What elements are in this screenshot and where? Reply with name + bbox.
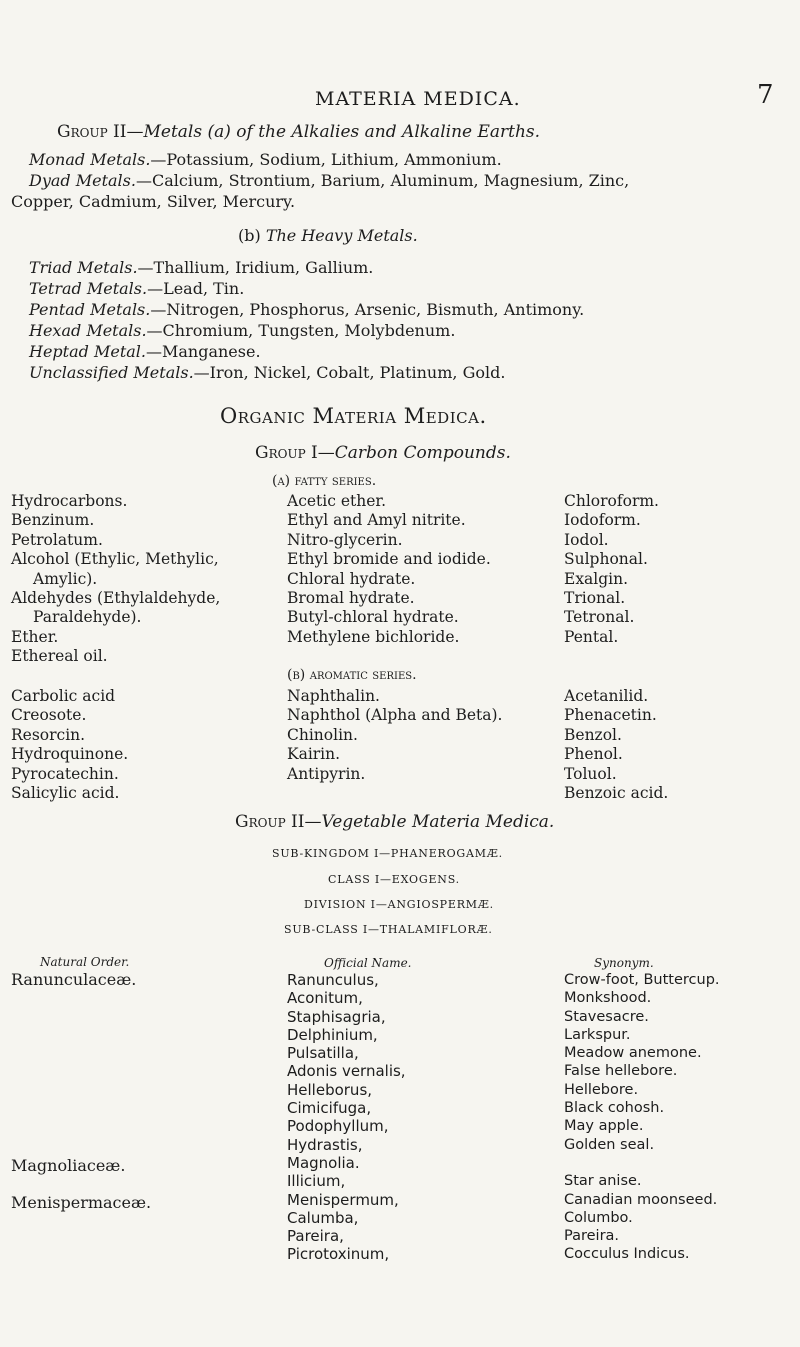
fatty-series-heading [272, 473, 376, 489]
list-item: Trional. [564, 589, 626, 608]
fatty-series-col1 [11, 492, 220, 667]
list-item: Toluol. [564, 764, 617, 783]
list-item: Phenacetin. [564, 706, 657, 725]
unclassified-label: Unclassified Metals. [29, 363, 194, 382]
table-row: Menispermum, [287, 1190, 399, 1209]
list-item: Butyl-chloral hydrate. [287, 608, 459, 627]
table-row: Illicium, [287, 1172, 346, 1191]
list-item: Kairin. [287, 745, 341, 764]
synonyms-column [564, 971, 720, 1264]
group2-title: Metals (a) of the Alkalies and Alkaline Earths. [143, 122, 541, 142]
pentad-label: Pentad Metals. [29, 300, 151, 319]
group2-veg-title: Vegetable Materia Medica. [321, 812, 555, 832]
table-row: Magnolia. [287, 1153, 360, 1172]
group1-title: Carbon Compounds. [334, 443, 511, 463]
table-row: Canadian moonseed. [564, 1191, 718, 1208]
table-row: Pareira. [564, 1228, 620, 1245]
group1-prefix: Group I— [255, 443, 335, 463]
official-name-label: Official Name. [324, 956, 412, 970]
natural-order-label: Natural Order. [40, 955, 130, 969]
list-item: Carbolic acid [11, 687, 116, 705]
aromatic-series-label: (b) aromatic series. [287, 667, 417, 683]
table-row [564, 1154, 720, 1172]
table-row: Cimicifuga, [287, 1099, 372, 1118]
heptad-text: —Manganese. [145, 342, 261, 361]
list-item: Ethereal oil. [11, 647, 108, 666]
list-item: Antipyrin. [287, 764, 366, 783]
pentad-metals-line [29, 300, 584, 320]
pentad-text: —Nitrogen, Phosphorus, Arsenic, Bismuth, Antimony. [150, 300, 585, 319]
table-row: Staphisagria, [287, 1007, 386, 1026]
group1-carbon-heading [255, 443, 511, 463]
table-row: Monkshood. [564, 990, 652, 1007]
table-row: Crow-foot, Buttercup. [564, 972, 720, 988]
hexad-text: —Chromium, Tungsten, Molybdenum. [146, 321, 456, 340]
list-item: Benzoic acid. [564, 784, 669, 803]
list-item: Alcohol (Ethylic, Methylic, [11, 550, 219, 569]
hexad-label: Hexad Metals. [29, 321, 147, 340]
subkingdom-line: SUB-KINGDOM I—PHANEROGAMÆ. [272, 847, 503, 860]
list-item: Iodol. [564, 530, 609, 549]
tetrad-text: —Lead, Tin. [147, 279, 245, 298]
subclass-line: SUB-CLASS I—THALAMIFLORÆ. [284, 923, 493, 936]
list-item: Pyrocatechin. [11, 764, 119, 783]
list-item: Exalgin. [564, 569, 629, 588]
table-row: Helleborus, [287, 1080, 373, 1099]
list-item: Naphthalin. [287, 687, 380, 705]
list-item: Bromal hydrate. [287, 589, 415, 608]
group2-prefix: Group II— [57, 122, 144, 142]
dyad-metals-line [29, 171, 629, 191]
division-line: DIVISION I—ANGIOSPERMÆ. [304, 898, 494, 911]
table-row: Delphinium, [287, 1025, 378, 1044]
order-ranunculaceae: Ranunculaceæ. [11, 970, 137, 989]
table-row: Aconitum, [287, 989, 363, 1008]
list-item: Tetronal. [564, 608, 635, 627]
page-number: 7 [757, 80, 774, 110]
group2-metals-heading [57, 122, 540, 142]
table-row: Ranunculus, [287, 971, 379, 989]
fatty-series-col2 [287, 492, 491, 647]
table-row: Hellebore. [564, 1081, 639, 1098]
list-item: Hydrocarbons. [11, 492, 128, 510]
list-item: Benzinum. [11, 511, 95, 530]
heavy-prefix: (b) [238, 226, 266, 245]
monad-label: Monad Metals. [29, 150, 151, 169]
monad-text: —Potassium, Sodium, Lithium, Ammonium. [150, 150, 502, 169]
table-row: Black cohosh. [564, 1100, 665, 1117]
tetrad-metals-line [29, 279, 244, 299]
unclassified-metals-line [29, 363, 505, 383]
list-item: Ethyl bromide and iodide. [287, 550, 491, 569]
heavy-title: The Heavy Metals. [265, 226, 418, 245]
table-row: Columbo. [564, 1209, 633, 1226]
aromatic-series-heading [287, 667, 417, 683]
table-row: Hydrastis, [287, 1135, 363, 1154]
list-item: Chloroform. [564, 492, 659, 510]
table-row: Larkspur. [564, 1026, 631, 1043]
list-item: Chloral hydrate. [287, 569, 416, 588]
table-row: Stavesacre. [564, 1008, 649, 1025]
list-item: Pental. [564, 627, 619, 646]
order-menispermaceae: Menispermaceæ. [11, 1193, 152, 1212]
list-item: Benzol. [564, 725, 622, 744]
unclassified-text: —Iron, Nickel, Cobalt, Platinum, Gold. [193, 363, 506, 382]
table-row: Golden seal. [564, 1136, 655, 1153]
list-item: Creosote. [11, 706, 87, 725]
order-magnoliaceae: Magnoliaceæ. [11, 1156, 126, 1175]
table-row: Star anise. [564, 1173, 642, 1190]
triad-metals-line [29, 258, 373, 278]
table-row: Picrotoxinum, [287, 1245, 390, 1264]
table-row: Pulsatilla, [287, 1044, 359, 1063]
aromatic-series-col1 [11, 687, 128, 803]
aromatic-series-col3 [564, 687, 668, 803]
list-item: Nitro-glycerin. [287, 530, 403, 549]
list-item: Ethyl and Amyl nitrite. [287, 511, 466, 530]
list-item: Sulphonal. [564, 550, 648, 569]
heptad-label: Heptad Metal. [29, 342, 146, 361]
heavy-metals-heading [238, 226, 418, 246]
tetrad-label: Tetrad Metals. [29, 279, 148, 298]
group2-vegetable-heading [235, 812, 554, 832]
running-header-title: MATERIA MEDICA. [315, 88, 521, 110]
table-row: Calumba, [287, 1208, 359, 1227]
table-row: May apple. [564, 1118, 644, 1135]
dyad-metals-continuation: Copper, Cadmium, Silver, Mercury. [11, 192, 296, 211]
hexad-metals-line [29, 321, 455, 341]
table-row: Cocculus Indicus. [564, 1246, 690, 1263]
synonym-label: Synonym. [594, 956, 654, 970]
list-item: Acetanilid. [564, 687, 649, 705]
dyad-text: —Calcium, Strontium, Barium, Aluminum, Magnesium, Zinc, [135, 171, 630, 190]
list-item: Chinolin. [287, 725, 358, 744]
organic-materia-medica-title: Organic Materia Medica. [220, 404, 487, 428]
list-item: Phenol. [564, 745, 623, 764]
list-item: Ether. [11, 627, 59, 646]
table-row: Pareira, [287, 1227, 344, 1246]
list-item: Acetic ether. [287, 492, 387, 510]
official-names-column [287, 971, 406, 1264]
table-row: Adonis vernalis, [287, 1062, 406, 1081]
monad-metals-line [29, 150, 502, 170]
list-item: Naphthol (Alpha and Beta). [287, 706, 503, 725]
list-item: Aldehydes (Ethylaldehyde, [11, 589, 221, 608]
triad-text: —Thallium, Iridium, Gallium. [137, 258, 374, 277]
list-item: Amylic). [33, 569, 98, 588]
list-item: Hydroquinone. [11, 745, 129, 764]
dyad-label: Dyad Metals. [29, 171, 136, 190]
table-row: False hellebore. [564, 1063, 678, 1080]
class-line: CLASS I—EXOGENS. [328, 873, 460, 886]
list-item: Resorcin. [11, 725, 86, 744]
list-item: Salicylic acid. [11, 784, 120, 803]
triad-label: Triad Metals. [29, 258, 138, 277]
list-item: Paraldehyde). [33, 608, 142, 627]
group2-veg-prefix: Group II— [235, 812, 322, 832]
table-row: Meadow anemone. [564, 1045, 702, 1062]
heptad-metals-line [29, 342, 261, 362]
fatty-series-col3 [564, 492, 659, 647]
list-item: Methylene bichloride. [287, 627, 460, 646]
fatty-series-label: (a) fatty series. [272, 473, 377, 489]
list-item: Petrolatum. [11, 530, 103, 549]
list-item: Iodoform. [564, 511, 641, 530]
table-row: Podophyllum, [287, 1117, 389, 1136]
aromatic-series-col2 [287, 687, 503, 784]
